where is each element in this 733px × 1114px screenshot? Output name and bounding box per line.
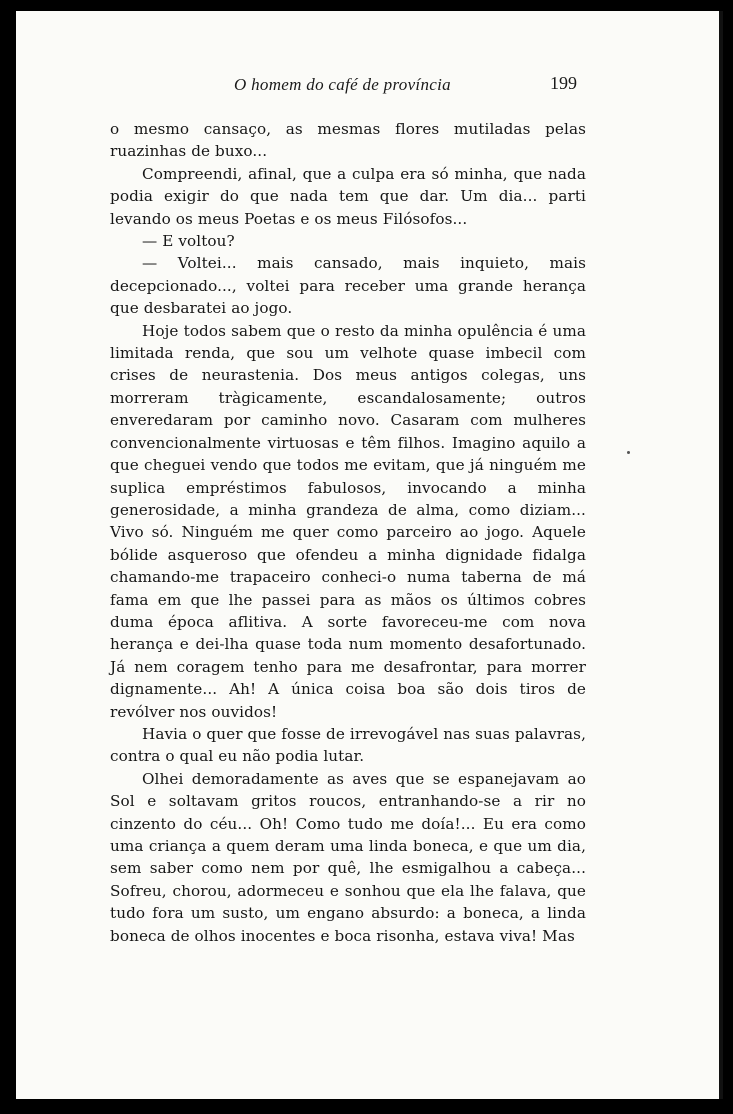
page-number: 199 (550, 73, 577, 93)
book-page (16, 11, 723, 1099)
paragraph: Havia o quer que fosse de irrevogável nas suas palavras, contra o qual eu não podia lutar. (110, 724, 586, 766)
paragraph: Compreendi, afinal, que a culpa era só minha, que nada podia exigir do que nada tem que dar. Um dia... parti levando os meus Poetas e os meus Filósofos... (110, 164, 586, 228)
paragraph: Olhei demoradamente as aves que se espanejavam ao Sol e soltavam gritos roucos, entranhando-se a rir no cinzento do céu... Oh! Como tudo me doía!... Eu era como uma criança a quem deram uma linda boneca, e que um dia, sem saber como nem por quê, lhe esmigalhou a cabeça... Sofreu, chorou, adormeceu e sonhou que ela lhe falava, que tudo fora um susto, um engano absurdo: a boneca, a linda boneca de olhos inocentes e boca risonha, estava viva! Mas (110, 769, 586, 945)
print-speck (627, 451, 630, 454)
page-header (16, 73, 719, 97)
dialogue-line: — E voltou? (142, 232, 235, 251)
paragraph: o mesmo cansaço, as mesmas flores mutiladas pelas ruazinhas de buxo... (110, 120, 586, 161)
body-text (110, 118, 586, 947)
dialogue-line: — Voltei... mais cansado, mais inquieto, mais decepcionado..., voltei para receber uma grande herança que desbaratei ao jogo. (110, 254, 586, 318)
paragraph: Hoje todos sabem que o resto da minha opulência é uma limitada renda, que sou um velhote quase imbecil com crises de neurastenia. Dos meus antigos colegas, uns morreram tràgicamente, escandalosamente; outros enveredaram por caminho novo. Casaram com mulheres convencionalmente virtuosas e têm filhos. Imagino aquilo a que cheguei vendo que todos me evitam, que já ninguém me suplica empréstimos fabulosos, invocando a minha generosidade, a minha grandeza de alma, como diziam... Vivo só. Ninguém me quer como parceiro ao jogo. Aquele bólide asqueroso que ofendeu a minha dignidade fidalga chamando-me trapaceiro conheci-o numa taberna de má fama em que lhe passei para as mãos os últimos cobres duma época aflitiva. A sorte favoreceu-me com nova herança e dei-lha quase toda num momento desafortunado. Já nem coragem tenho para me desafrontar, para morrer dignamente... Ah! A única coisa boa são dois tiros de revólver nos ouvidos! (110, 321, 586, 721)
running-title: O homem do café de província (234, 75, 451, 94)
